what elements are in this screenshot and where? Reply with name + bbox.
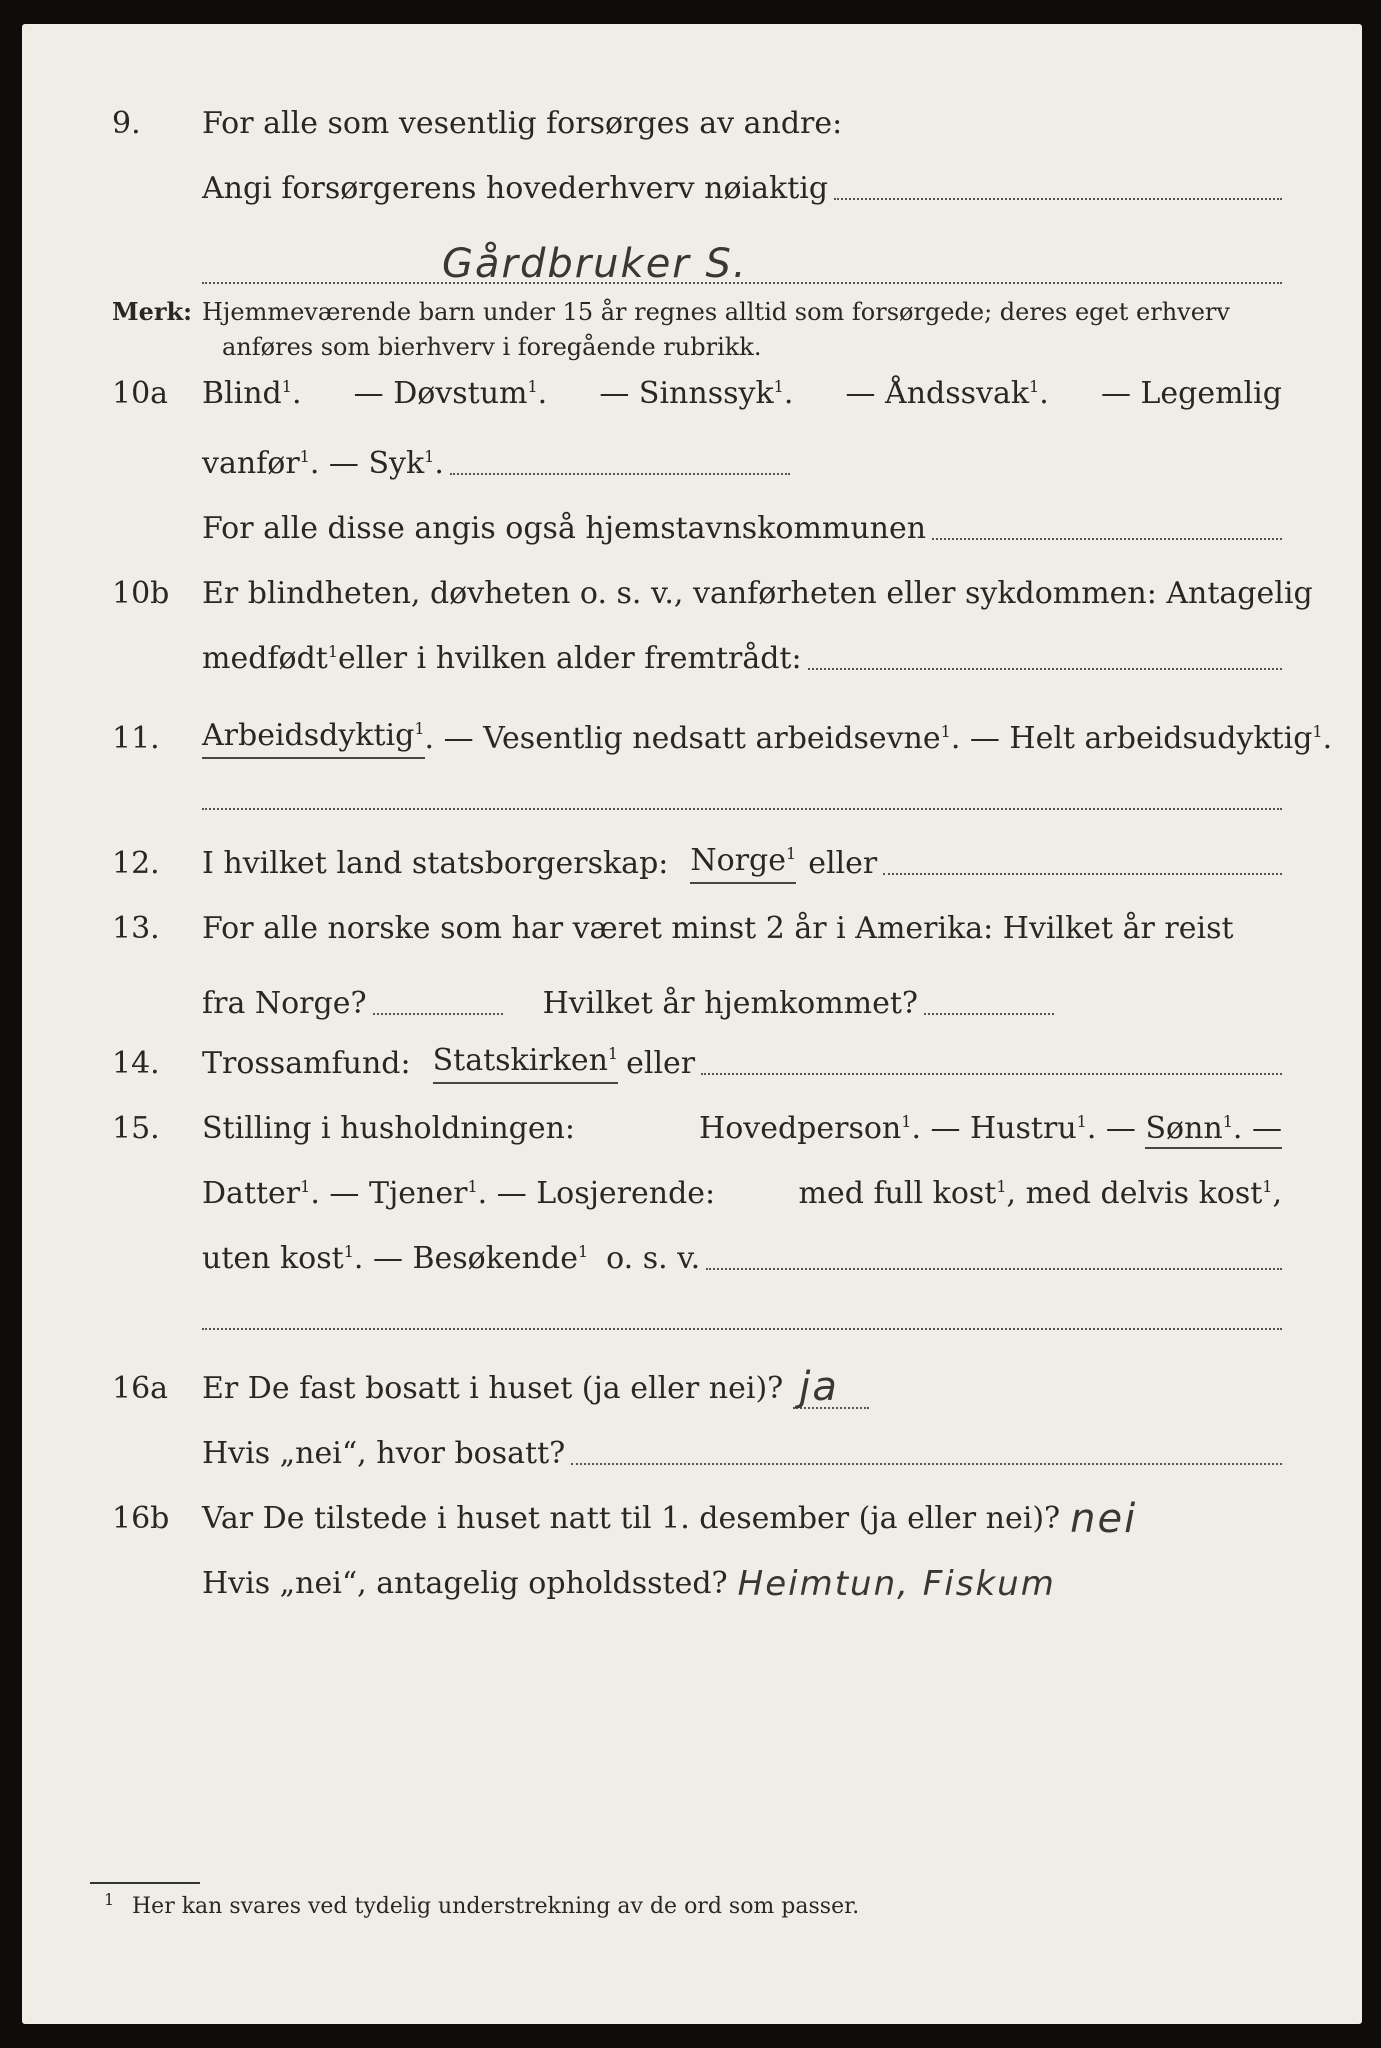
q16a-line2: Hvis „nei“, hvor bosatt?	[202, 1436, 566, 1471]
q10a-syk-dotted-line	[450, 473, 790, 475]
q9-answer-row[interactable]	[112, 224, 1282, 287]
q9-line1: For alle som vesentlig forsørges av andre:	[202, 106, 843, 141]
q10a-legemlig[interactable]: — Legemlig	[1100, 376, 1282, 411]
q10a-andssvak[interactable]: — Åndssvak$^1$.	[845, 376, 1049, 411]
q16b-line1: Var De tilstede i huset natt til 1. desember (ja eller nei)?	[202, 1501, 1061, 1536]
q9-row	[112, 94, 1282, 144]
q13-row1	[112, 899, 1282, 949]
q15-kost[interactable]: med full kost$^1$, med delvis kost$^1$,	[798, 1176, 1282, 1211]
q11-udyktig[interactable]: . — Helt arbeidsudyktig$^1$.	[950, 721, 1333, 756]
q15-hovedperson[interactable]: Hovedperson$^1$. — Hustru$^1$. — Sønn$^1$. —	[699, 1109, 1282, 1149]
q16a-line1: Er De fast bosatt i huset (ja eller nei)?	[202, 1371, 784, 1406]
q12-number: 12.	[112, 846, 160, 881]
q9-handwritten-answer[interactable]: Gårdbruker S.	[442, 241, 748, 287]
q10b-line2: eller i hvilken alder fremtrådt:	[338, 641, 802, 676]
q13-row2	[112, 974, 1282, 1024]
q15-uten-kost[interactable]: uten kost$^1$. — Besøkende$^1$	[202, 1241, 589, 1276]
q10b-line1: Er blindheten, døvheten o. s. v., vanførheten eller sykdommen: Antagelig	[202, 576, 1313, 611]
q10a-row2	[112, 434, 1282, 484]
q14-dotted-line	[701, 1073, 1282, 1075]
q13-hjemkommet-dotted-line[interactable]	[924, 1013, 1054, 1015]
q14-eller: eller	[626, 1046, 696, 1081]
q16b-row2	[112, 1554, 1282, 1604]
q9-dotted-line	[834, 198, 1282, 200]
q10a-vanfor[interactable]: vanfør$^1$	[202, 446, 310, 481]
q10a-line3: For alle disse angis også hjemstavnskommunen	[202, 511, 927, 546]
q16a-row1	[112, 1359, 1282, 1409]
q10a-blind[interactable]: Blind$^1$.	[202, 376, 302, 411]
q13-reist-label: fra Norge?	[202, 986, 367, 1021]
footnote	[104, 1890, 860, 1919]
q15-extra-dotted-line	[202, 1328, 1282, 1330]
q11-nedsatt[interactable]: . — Vesentlig nedsatt arbeidsevne$^1$	[424, 721, 951, 756]
q14-label: Trossamfund:	[202, 1046, 411, 1081]
q15-number: 15.	[112, 1111, 160, 1146]
merk-line2: anføres som bierhverv i foregående rubrikk.	[222, 333, 762, 361]
q10b-number: 10b	[112, 576, 170, 611]
q10b-dotted-line	[808, 668, 1282, 670]
q16a-dotted-line[interactable]	[571, 1463, 1282, 1465]
q16b-handwritten-answer1[interactable]: nei	[1070, 1496, 1138, 1542]
q12-row	[112, 834, 1282, 884]
q12-label: I hvilket land statsborgerskap:	[202, 846, 669, 881]
q13-number: 13.	[112, 911, 160, 946]
q10b-row1	[112, 564, 1313, 614]
q13-line1: For alle norske som har været minst 2 år i Amerika: Hvilket år reist	[202, 911, 1234, 946]
q13-reist-dotted-line[interactable]	[373, 1013, 503, 1015]
q10b-medfodt[interactable]: medfødt$^1$	[202, 641, 339, 676]
q9-line2: Angi forsørgerens hovederhverv nøiaktig	[202, 171, 829, 206]
q12-eller: eller	[808, 846, 878, 881]
merk-row2	[112, 324, 1282, 364]
footnote-text: Her kan svares ved tydelig understrekning av de ord som passer.	[132, 1894, 860, 1919]
q12-dotted-line	[883, 873, 1282, 875]
q16a-number: 16a	[112, 1371, 169, 1406]
q11-arbeidsdyktig-underlined[interactable]: Arbeidsdyktig$^1$	[202, 716, 425, 759]
q13-hjemkommet-label: Hvilket år hjemkommet?	[542, 986, 919, 1021]
q15-row3	[112, 1229, 1282, 1279]
q9-number: 9.	[112, 106, 141, 141]
footnote-rule	[90, 1882, 200, 1884]
merk-line1: Hjemmeværende barn under 15 år regnes alltid som forsørgede; deres eget erhverv	[202, 298, 1230, 326]
q11-number: 11.	[112, 721, 160, 756]
q9-answer-dotted-line	[202, 282, 1282, 284]
q14-statskirken-underlined[interactable]: Statskirken$^1$	[433, 1041, 619, 1084]
q9-row2	[112, 159, 1282, 209]
q16b-number: 16b	[112, 1501, 170, 1536]
q10a-hjemstavn-dotted-line	[932, 538, 1282, 540]
q15-row2	[112, 1164, 1282, 1214]
q10b-row2	[112, 629, 1282, 679]
q15-sonn-underlined: Sønn$^1$. —	[1145, 1111, 1282, 1149]
q10a-syk[interactable]: . — Syk$^1$.	[309, 446, 444, 481]
q15-label: Stilling i husholdningen:	[202, 1111, 576, 1146]
q15-dotted-line	[706, 1268, 1282, 1270]
q10a-dovstum[interactable]: — Døvstum$^1$.	[353, 376, 548, 411]
footnote-mark: 1	[104, 1890, 115, 1909]
q11-row	[112, 709, 1333, 759]
q12-norge-underlined[interactable]: Norge$^1$	[690, 841, 796, 884]
q11-dotted-line	[202, 808, 1282, 810]
q10a-row1	[112, 364, 1282, 414]
q16b-handwritten-answer2[interactable]: Heimtun, Fiskum	[737, 1564, 1056, 1604]
q16a-handwritten-answer[interactable]: ja	[793, 1367, 869, 1409]
q14-row	[112, 1034, 1282, 1084]
q16b-row1	[112, 1489, 1282, 1542]
q10a-number: 10a	[112, 376, 169, 411]
q10a-sinnssyk[interactable]: — Sinnssyk$^1$.	[599, 376, 794, 411]
q16a-row2	[112, 1424, 1282, 1474]
q15-row1	[112, 1099, 1282, 1149]
q14-number: 14.	[112, 1046, 160, 1081]
merk-row1	[112, 289, 1282, 329]
census-form-page	[22, 24, 1362, 2024]
q16b-line2: Hvis „nei“, antagelig opholdssted?	[202, 1566, 728, 1601]
merk-label: Merk:	[112, 297, 192, 326]
q10a-row3	[112, 499, 1282, 549]
q15-datter[interactable]: Datter$^1$. — Tjener$^1$. — Losjerende:	[202, 1176, 716, 1211]
q15-osv: o. s. v.	[606, 1241, 701, 1276]
